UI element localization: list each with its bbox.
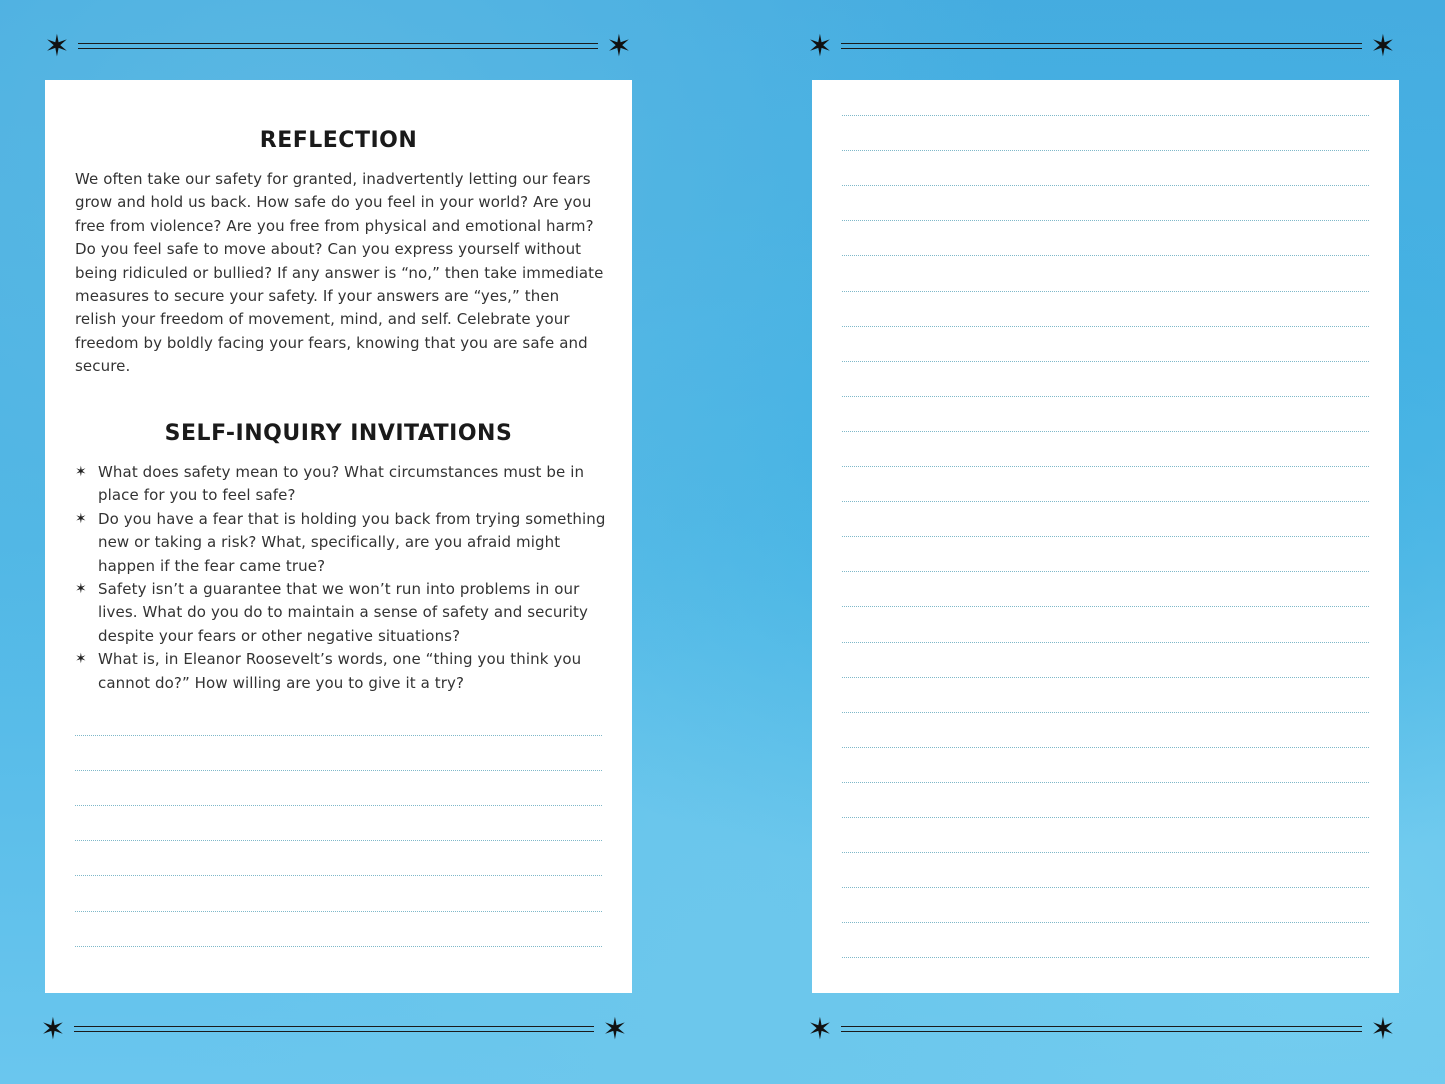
writing-line[interactable] [842,220,1369,221]
bullet-star-icon: ✶ [75,510,87,527]
top-right-ornament [805,29,1398,64]
star-icon: ✶ [606,29,632,64]
writing-line[interactable] [842,536,1369,537]
writing-line[interactable] [842,396,1369,397]
writing-line[interactable] [842,571,1369,572]
writing-line[interactable] [842,115,1369,116]
reflection-heading: REFLECTION [259,128,418,153]
bullet-star-icon: ✶ [75,581,87,598]
writing-line[interactable] [75,770,602,771]
bottom-left-ornament [38,1012,630,1047]
writing-line[interactable] [842,852,1369,853]
star-icon: ✶ [44,29,70,64]
writing-line[interactable] [75,840,602,841]
writing-line[interactable] [75,805,602,806]
top-left-ornament [42,29,634,64]
inquiry-text: What does safety mean to you? What circumstances must be in place for you to feel safe? [98,463,585,505]
inquiry-item [75,648,615,695]
writing-line[interactable] [842,501,1369,502]
star-icon: ✶ [807,29,833,64]
bullet-star-icon: ✶ [75,464,87,480]
right-page [812,80,1399,993]
bottom-right-ornament [805,1012,1398,1047]
writing-line[interactable] [842,642,1369,643]
bullet-star-icon: ✶ [75,651,87,668]
writing-line[interactable] [842,431,1369,432]
left-page [45,80,632,993]
writing-line[interactable] [842,326,1369,327]
star-icon: ✶ [807,1012,833,1047]
writing-line[interactable] [842,922,1369,923]
writing-line[interactable] [842,466,1369,467]
writing-line[interactable] [842,782,1369,783]
writing-line[interactable] [75,911,602,912]
writing-line[interactable] [842,887,1369,888]
writing-line[interactable] [842,712,1369,713]
reflection-paragraph: We often take our safety for granted, inadvertently letting our fears grow and hold us back. How safe do you feel in your world? Are you free from violence? Are you free from physical and emotional harm? Do you feel safe to move about? Can you express yourself without being ridiculed or bullied? If any answer is “no,” then take immediate measures to secure your safety. If your answers are “yes,” then relish your freedom of movement, mind, and self. Celebrate your freedom by boldly facing your fears, knowing that you are safe and secure. [75,170,604,376]
writing-line[interactable] [75,875,602,876]
star-icon: ✶ [1370,29,1396,64]
inquiry-heading: SELF-INQUIRY INVITATIONS [164,421,513,446]
writing-line[interactable] [842,185,1369,186]
writing-line[interactable] [75,735,602,736]
inquiry-text: What is, in Eleanor Roosevelt’s words, one “thing you think you cannot do?” How willing are you to give it a try? [98,650,582,692]
double-rule [841,1026,1362,1032]
writing-line[interactable] [842,291,1369,292]
inquiry-list [75,461,615,695]
writing-line[interactable] [75,946,602,947]
star-icon: ✶ [40,1012,66,1047]
writing-line[interactable] [842,817,1369,818]
writing-line[interactable] [842,361,1369,362]
double-rule [78,43,598,49]
inquiry-item [75,508,615,578]
inquiry-item [75,578,615,648]
writing-line[interactable] [842,747,1369,748]
writing-line[interactable] [842,677,1369,678]
writing-line[interactable] [842,150,1369,151]
inquiry-text: Do you have a fear that is holding you back from trying something new or taking a risk? What, specifically, are you afraid might happen if the fear came true? [98,509,606,575]
writing-line[interactable] [842,957,1369,958]
star-icon: ✶ [1370,1012,1396,1047]
double-rule [841,43,1362,49]
star-icon: ✶ [602,1012,628,1047]
writing-line[interactable] [842,255,1369,256]
writing-line[interactable] [842,606,1369,607]
inquiry-text: Safety isn’t a guarantee that we won’t run into problems in our lives. What do you do to maintain a sense of safety and security despite your fears or other negative situations? [98,580,588,645]
double-rule [74,1026,594,1032]
inquiry-item [75,461,615,508]
